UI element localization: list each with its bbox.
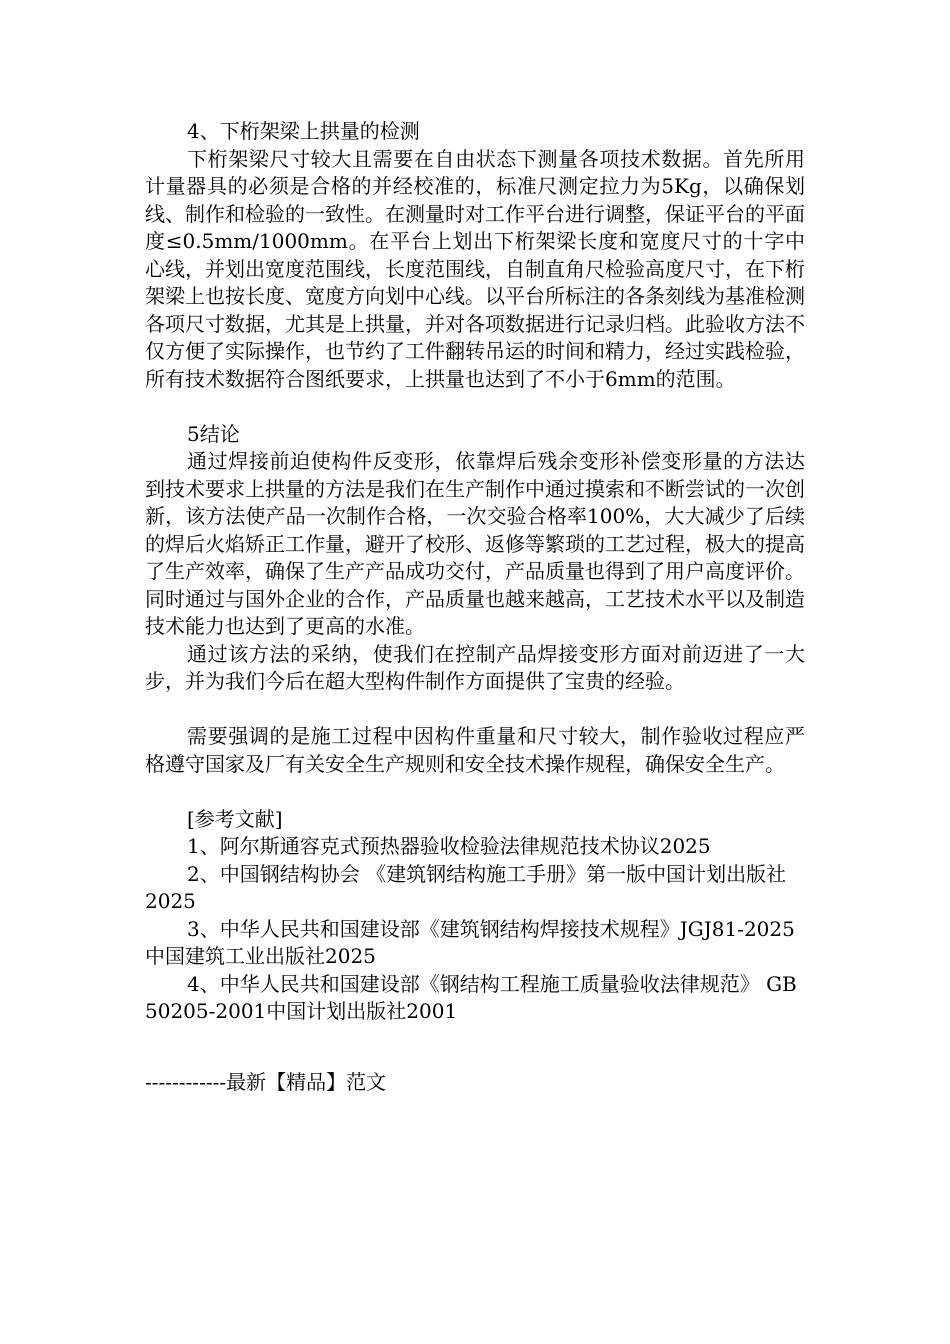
section-4-heading: 4、下桁架梁上拱量的检测 bbox=[187, 119, 420, 143]
spacer bbox=[145, 696, 805, 724]
reference-item-2: 2、中国钢结构协会 《建筑钢结构施工手册》第一版中国计划出版社 2025 bbox=[145, 861, 787, 913]
reference-item-4: 4、中华人民共和国建设部《钢结构工程施工质量验收法律规范》 GB50205-2001中国计划出版社2001 bbox=[145, 971, 797, 1023]
section-5-paragraph-2: 通过该方法的采纳，使我们在控制产品焊接变形方面对前迈进了一大步，并为我们今后在超大型构件制作方面提供了宝贵的经验。 bbox=[145, 641, 805, 693]
section-5-paragraph-3: 需要强调的是施工过程中因构件重量和尺寸较大，制作验收过程应严格遵守国家及厂有关安全生产规则和安全技术操作规程，确保安全生产。 bbox=[145, 724, 805, 776]
footer-tagline: ------------最新【精品】范文 bbox=[145, 1070, 387, 1094]
spacer bbox=[145, 778, 805, 806]
references-heading: [参考文献] bbox=[187, 806, 283, 831]
document-body bbox=[145, 118, 805, 1026]
section-5-paragraph-1: 通过焊接前迫使构件反变形，依靠焊后残余变形补偿变形量的方法达到技术要求上拱量的方法是我们在生产制作中通过摸索和不断尝试的一次创新，该方法使产品一次制作合格，一次交验合格率100%，大大减少了后续的焊后火焰矫正工作量，避开了校形、返修等繁琐的工艺过程，极大的提高了生产效率，确保了生产产品成功交付，产品质量也得到了用户高度评价。同时通过与国外企业的合作，产品质量也越来越高，工艺技术水平以及制造技术能力也达到了更高的水准。 bbox=[145, 449, 805, 638]
reference-item-3: 3、中华人民共和国建设部《建筑钢结构焊接技术规程》JGJ81-2025中国建筑工业出版社2025 bbox=[145, 916, 795, 968]
spacer bbox=[145, 393, 805, 421]
section-4-paragraph: 下桁架梁尺寸较大且需要在自由状态下测量各项技术数据。首先所用计量器具的必须是合格的并经校准的，标准尺测定拉力为5Kg，以确保划线、制作和检验的一致性。在测量时对工作平台进行调整，保证平台的平面度≤0.5mm/1000mm。在平台上划出下桁架梁长度和宽度尺寸的十字中心线，并划出宽度范围线，长度范围线，自制直角尺检验高度尺寸，在下桁架梁上也按长度、宽度方向划中心线。以平台所标注的各条刻线为基准检测各项尺寸数据，尤其是上拱量，并对各项数据进行记录归档。此验收方法不仅方便了实际操作，也节约了工件翻转吊运的时间和精力，经过实践检验，所有技术数据符合图纸要求，上拱量也达到了不小于6mm的范围。 bbox=[145, 146, 805, 391]
section-5-heading: 5结论 bbox=[187, 421, 240, 446]
reference-item-1: 1、阿尔斯通容克式预热器验收检验法律规范技术协议2025 bbox=[187, 834, 711, 858]
